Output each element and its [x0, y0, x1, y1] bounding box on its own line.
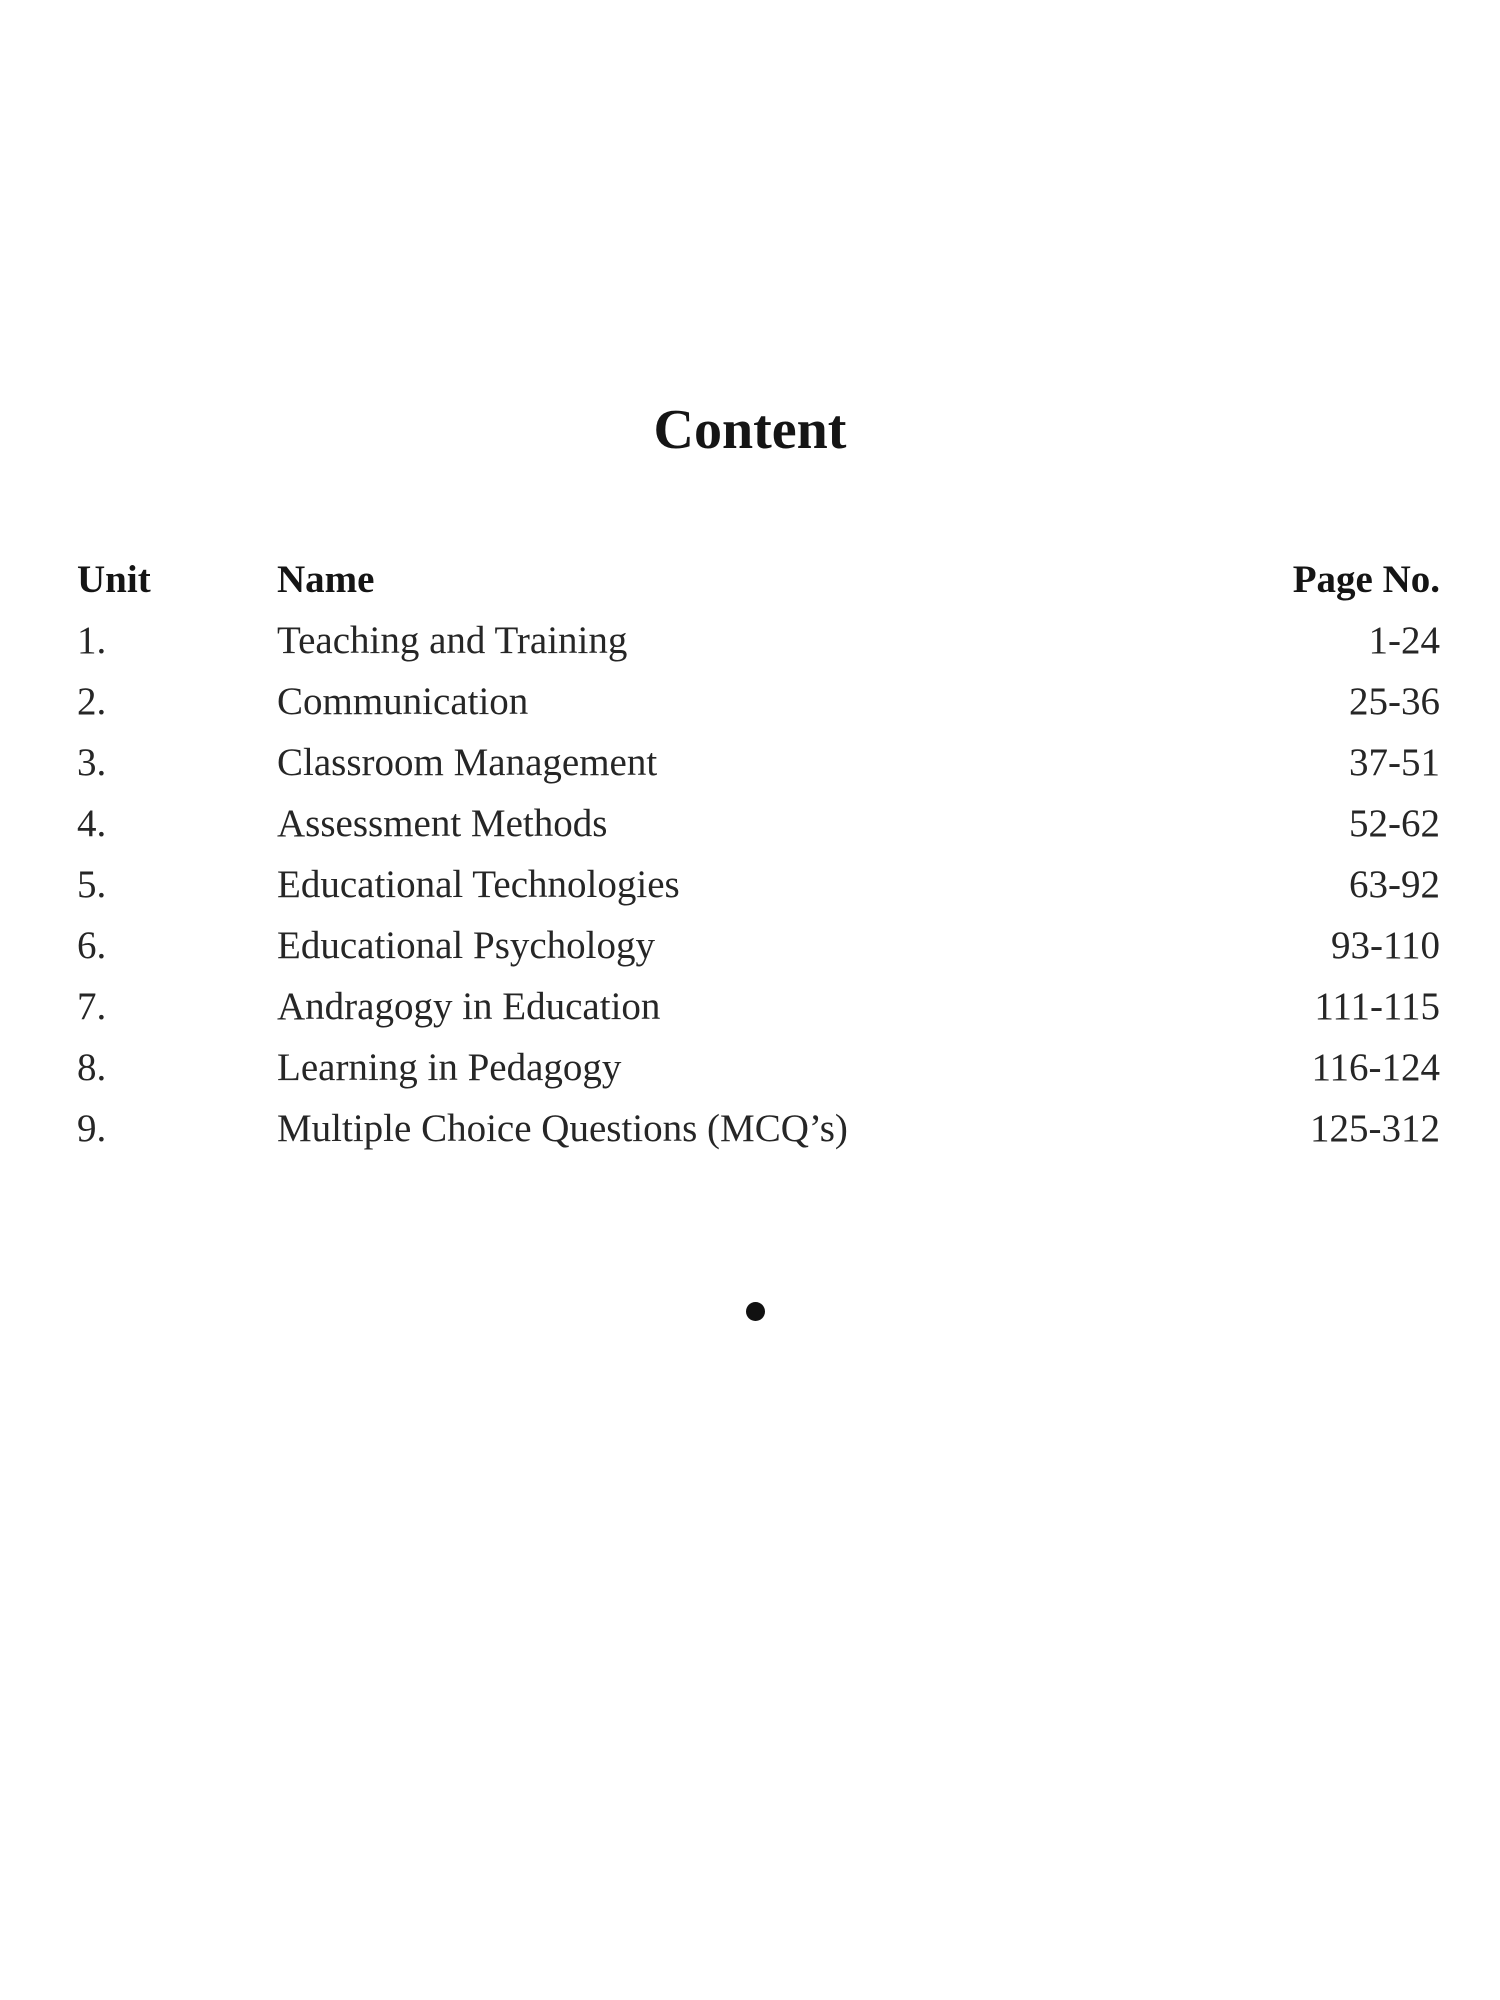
row-page: 37-51	[1349, 741, 1440, 784]
table-row	[77, 1043, 1440, 1104]
row-page: 125-312	[1310, 1107, 1440, 1150]
table-row	[77, 860, 1440, 921]
table-row	[77, 677, 1440, 738]
row-unit: 1.	[77, 619, 107, 662]
table-row	[77, 982, 1440, 1043]
row-unit: 9.	[77, 1107, 107, 1150]
row-name: Assessment Methods	[277, 802, 608, 845]
row-unit: 2.	[77, 680, 107, 723]
row-unit: 3.	[77, 741, 107, 784]
header-unit: Unit	[77, 558, 151, 601]
row-page: 52-62	[1349, 802, 1440, 845]
table-row	[77, 921, 1440, 982]
row-page: 116-124	[1311, 1046, 1440, 1089]
row-page: 111-115	[1314, 985, 1440, 1028]
row-unit: 7.	[77, 985, 107, 1028]
row-unit: 6.	[77, 924, 107, 967]
row-name: Andragogy in Education	[277, 985, 661, 1028]
table-row	[77, 738, 1440, 799]
row-name: Educational Technologies	[277, 863, 680, 906]
bullet-dot-icon	[746, 1302, 765, 1321]
table-of-contents	[77, 555, 1440, 1165]
row-name: Teaching and Training	[277, 619, 628, 662]
header-page-no: Page No.	[1292, 558, 1440, 601]
row-page: 1-24	[1368, 619, 1440, 662]
header-name: Name	[277, 558, 375, 601]
row-unit: 8.	[77, 1046, 107, 1089]
row-name: Communication	[277, 680, 529, 723]
table-row	[77, 799, 1440, 860]
row-page: 93-110	[1330, 924, 1440, 967]
table-header-row	[77, 555, 1440, 616]
table-row	[77, 1104, 1440, 1165]
row-name: Multiple Choice Questions (MCQ’s)	[277, 1107, 848, 1150]
row-unit: 5.	[77, 863, 107, 906]
page-title: Content	[653, 399, 847, 461]
row-name: Learning in Pedagogy	[277, 1046, 622, 1089]
row-name: Classroom Management	[277, 741, 658, 784]
row-unit: 4.	[77, 802, 107, 845]
row-name: Educational Psychology	[277, 924, 656, 967]
row-page: 25-36	[1349, 680, 1440, 723]
row-page: 63-92	[1349, 863, 1440, 906]
table-row	[77, 616, 1440, 677]
